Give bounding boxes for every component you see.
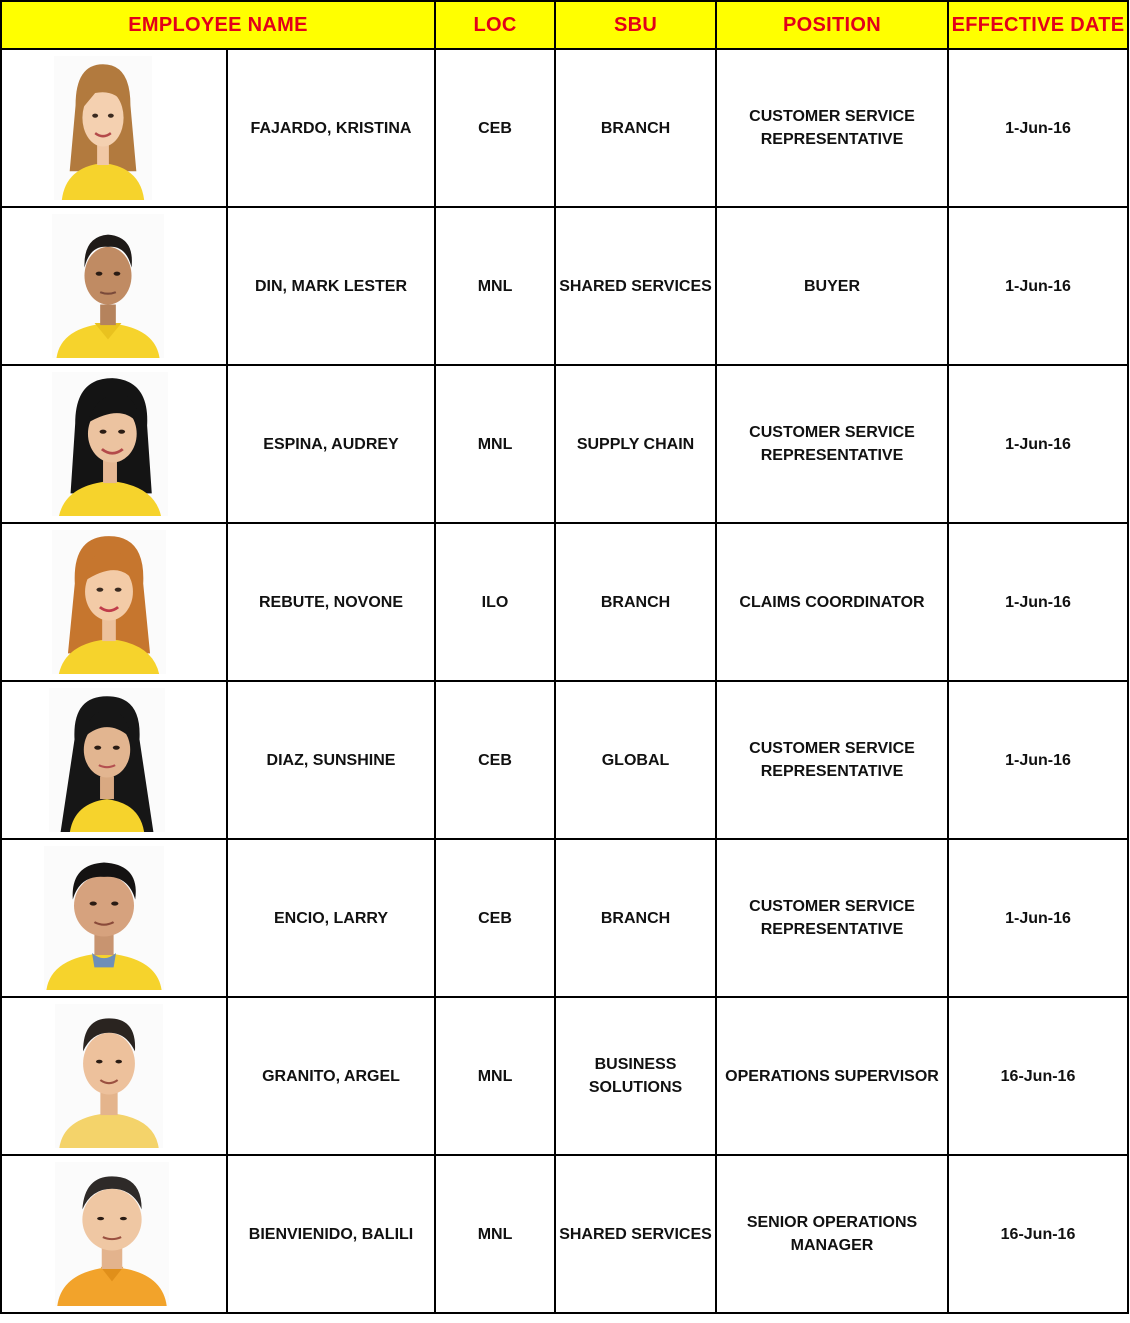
employee-sbu [555, 49, 716, 207]
header-employee-name: EMPLOYEE NAME [1, 1, 435, 49]
employee-sbu [555, 839, 716, 997]
employee-position [716, 997, 948, 1155]
header-sbu: SBU [555, 1, 716, 49]
employee-sbu [555, 997, 716, 1155]
employee-photo-icon [52, 214, 164, 358]
employee-name: GRANITO, ARGEL [227, 997, 435, 1155]
employee-position [716, 49, 948, 207]
employee-sbu [555, 681, 716, 839]
employee-sbu [555, 1155, 716, 1313]
table-row [1, 681, 1128, 839]
table-row [1, 839, 1128, 997]
employee-position [716, 1155, 948, 1313]
employee-position [716, 839, 948, 997]
employee-name: REBUTE, NOVONE [227, 523, 435, 681]
employee-position [716, 523, 948, 681]
table-row [1, 49, 1128, 207]
employee-sbu-text: SUPPLY CHAIN [576, 435, 695, 453]
employee-photo-icon [55, 1162, 169, 1306]
employee-name: FAJARDO, KRISTINA [227, 49, 435, 207]
employee-position-text: CUSTOMER SERVICE REPRESENTATIVE [749, 740, 915, 780]
photo-cell [1, 365, 227, 523]
employee-photo-icon [44, 846, 164, 990]
employee-name: DIN, MARK LESTER [227, 207, 435, 365]
table-row [1, 365, 1128, 523]
header-position: POSITION [716, 1, 948, 49]
employee-sbu-text: SHARED SERVICES [559, 1225, 712, 1243]
employee-loc: CEB [435, 49, 555, 207]
employee-position-text: CUSTOMER SERVICE REPRESENTATIVE [749, 424, 915, 464]
photo-cell [1, 1155, 227, 1313]
employee-sbu-text: SHARED SERVICES [559, 277, 712, 295]
employee-sbu [555, 207, 716, 365]
header-loc: LOC [435, 1, 555, 49]
employee-sbu [555, 523, 716, 681]
employee-position-text: CUSTOMER SERVICE REPRESENTATIVE [749, 108, 915, 148]
table-row [1, 997, 1128, 1155]
employee-name: ENCIO, LARRY [227, 839, 435, 997]
employee-loc: MNL [435, 997, 555, 1155]
employee-loc: CEB [435, 681, 555, 839]
header-effective-date: EFFECTIVE DATE [948, 1, 1128, 49]
photo-cell [1, 523, 227, 681]
employee-photo-icon [49, 688, 165, 832]
employee-photo-icon [55, 1004, 163, 1148]
employee-loc: MNL [435, 1155, 555, 1313]
employee-name: BIENVIENIDO, BALILI [227, 1155, 435, 1313]
employee-loc: MNL [435, 207, 555, 365]
employee-photo-icon [52, 530, 166, 674]
photo-cell [1, 997, 227, 1155]
employee-effective-date: 1-Jun-16 [948, 839, 1128, 997]
employee-loc: MNL [435, 365, 555, 523]
employee-position-text: OPERATIONS SUPERVISOR [725, 1067, 939, 1085]
employee-effective-date: 1-Jun-16 [948, 207, 1128, 365]
employee-position [716, 681, 948, 839]
photo-cell [1, 207, 227, 365]
employee-effective-date: 16-Jun-16 [948, 997, 1128, 1155]
table-row [1, 523, 1128, 681]
employee-sbu-text: BRANCH [600, 909, 671, 927]
employee-effective-date: 16-Jun-16 [948, 1155, 1128, 1313]
employee-name: DIAZ, SUNSHINE [227, 681, 435, 839]
employee-position [716, 365, 948, 523]
table-row [1, 207, 1128, 365]
employee-sbu [555, 365, 716, 523]
employee-effective-date: 1-Jun-16 [948, 681, 1128, 839]
employee-sbu-text: BRANCH [600, 119, 671, 137]
employee-effective-date: 1-Jun-16 [948, 523, 1128, 681]
photo-cell [1, 839, 227, 997]
photo-cell [1, 681, 227, 839]
employee-name: ESPINA, AUDREY [227, 365, 435, 523]
employee-position-text: CLAIMS COORDINATOR [739, 593, 925, 611]
employee-effective-date: 1-Jun-16 [948, 49, 1128, 207]
employee-sbu-text: GLOBAL [601, 751, 670, 769]
employee-position-text: SENIOR OPERATIONS MANAGER [746, 1214, 918, 1254]
employee-photo-icon [54, 56, 152, 200]
table-row [1, 1155, 1128, 1313]
header-row [1, 1, 1128, 49]
employee-sbu-text: BUSINESS SOLUTIONS [588, 1056, 683, 1096]
photo-cell [1, 49, 227, 207]
employee-loc: ILO [435, 523, 555, 681]
employee-photo-icon [52, 372, 168, 516]
employee-sbu-text: BRANCH [600, 593, 671, 611]
employee-effective-date: 1-Jun-16 [948, 365, 1128, 523]
employee-position [716, 207, 948, 365]
employee-loc: CEB [435, 839, 555, 997]
employee-position-text: BUYER [804, 277, 861, 295]
employee-position-text: CUSTOMER SERVICE REPRESENTATIVE [749, 898, 915, 938]
